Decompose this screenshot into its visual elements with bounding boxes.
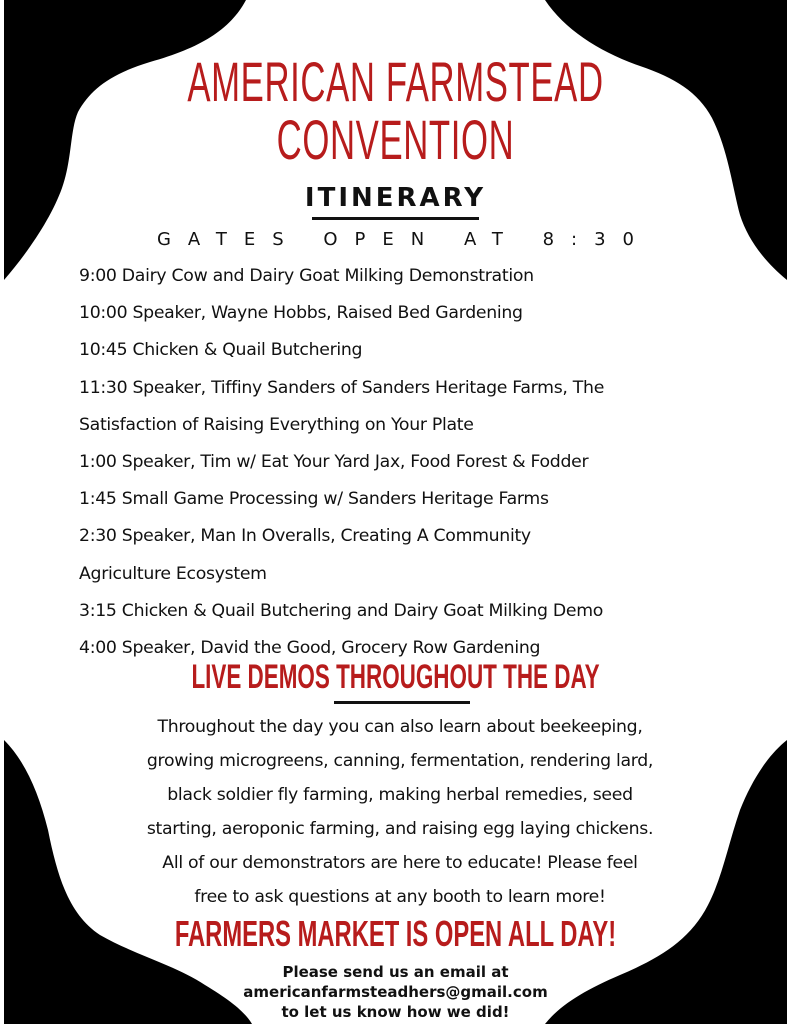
schedule-item: 10:00 Speaker, Wayne Hobbs, Raised Bed Gardening: [79, 303, 523, 324]
description-line: Throughout the day you can also learn about beekeeping,: [157, 717, 643, 737]
description-line: All of our demonstrators are here to educate! Please feel: [162, 853, 638, 873]
itinerary-heading: ITINERARY: [304, 183, 487, 213]
live-demos-divider: [334, 701, 470, 704]
description-line: growing microgreens, canning, fermentation, rendering lard,: [146, 751, 654, 771]
schedule-item: 2:30 Speaker, Man In Overalls, Creating A Community: [79, 526, 531, 547]
event-title-line2: CONVENTION: [276, 108, 515, 171]
feedback-email: americanfarmsteadhers@gmail.com: [243, 983, 548, 1001]
schedule-item-continuation: Agriculture Ecosystem: [79, 563, 267, 584]
feedback-line: to let us know how we did!: [281, 1003, 510, 1021]
description-line: black soldier fly farming, making herbal remedies, seed: [167, 785, 633, 805]
feedback-request: [0, 962, 791, 1022]
description-line: free to ask questions at any booth to learn more!: [194, 887, 606, 907]
schedule-item-continuation: Satisfaction of Raising Everything on Your Plate: [79, 414, 474, 435]
event-title-line1: AMERICAN FARMSTEAD: [187, 50, 604, 113]
live-demos-description: [80, 710, 720, 914]
itinerary-divider: [312, 217, 479, 220]
schedule-item: 4:00 Speaker, David the Good, Grocery Row Gardening: [79, 638, 541, 659]
feedback-line: Please send us an email at: [282, 963, 509, 981]
schedule-list: [79, 258, 739, 667]
schedule-item: 1:45 Small Game Processing w/ Sanders Heritage Farms: [79, 489, 549, 510]
schedule-item: 10:45 Chicken & Quail Butchering: [79, 340, 363, 361]
schedule-item: 1:00 Speaker, Tim w/ Eat Your Yard Jax, Food Forest & Fodder: [79, 452, 589, 473]
farmers-market-heading: FARMERS MARKET IS OPEN ALL DAY!: [174, 913, 617, 954]
schedule-item: 3:15 Chicken & Quail Butchering and Dairy Goat Milking Demo: [79, 600, 604, 621]
gates-open-notice: GATES OPEN AT 8:30: [156, 229, 651, 250]
live-demos-heading: LIVE DEMOS THROUGHOUT THE DAY: [191, 658, 600, 696]
description-line: starting, aeroponic farming, and raising egg laying chickens.: [146, 819, 654, 839]
schedule-item: 11:30 Speaker, Tiffiny Sanders of Sanders Heritage Farms, The: [79, 377, 605, 398]
schedule-item: 9:00 Dairy Cow and Dairy Goat Milking Demonstration: [79, 266, 534, 286]
